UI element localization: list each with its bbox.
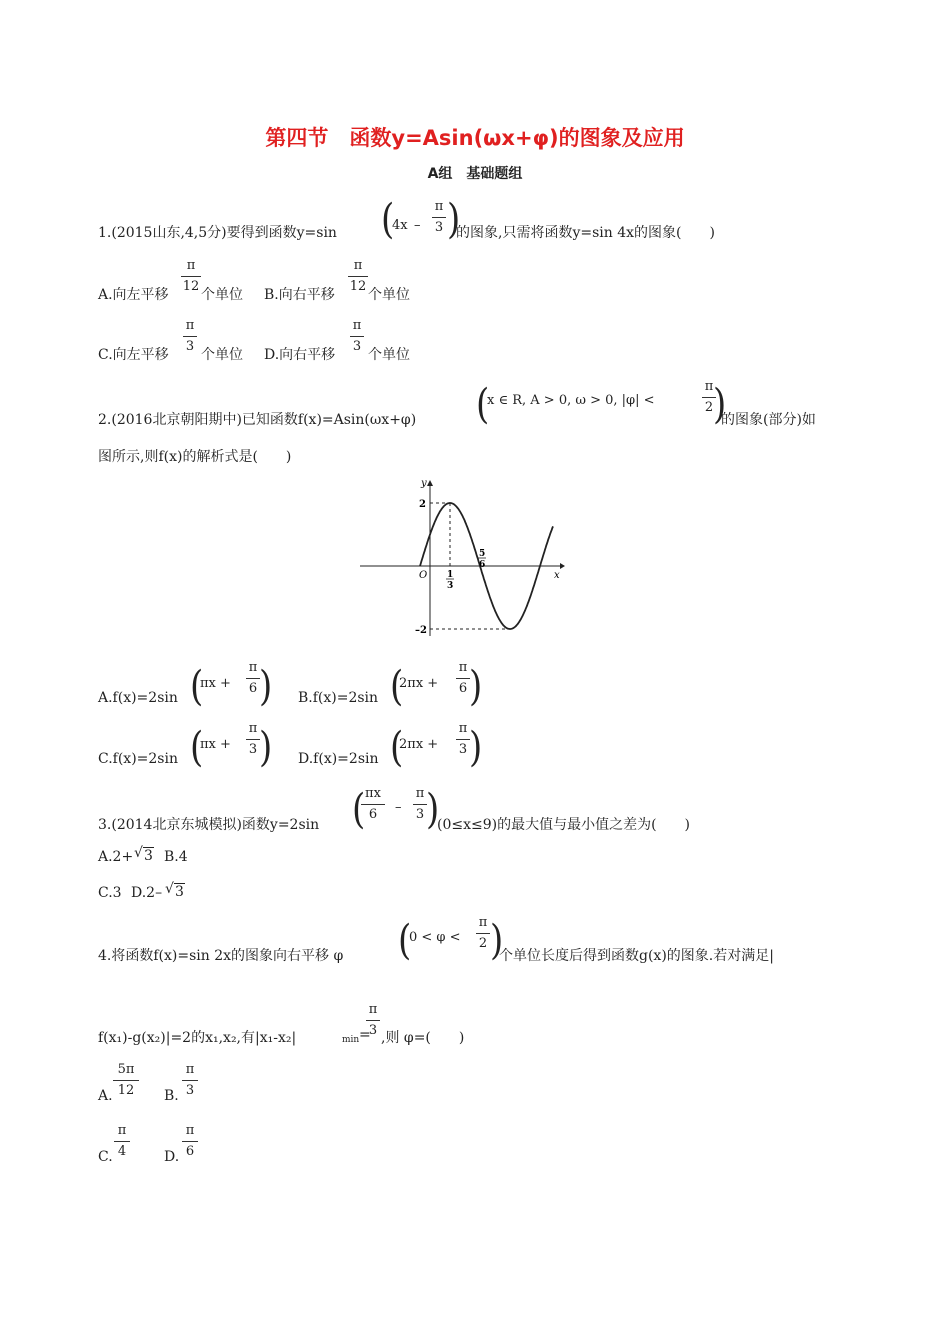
q1-option-d: D.向右平移 xyxy=(264,347,336,363)
q2-b-frac: π 6 xyxy=(456,660,470,697)
x-axis-arrow xyxy=(560,563,565,569)
q1-inner: 4x xyxy=(392,218,408,233)
q2-left-paren: ( xyxy=(476,381,490,429)
q1-option-a: A.向左平移 xyxy=(98,287,169,303)
tick-1-3-den: 3 xyxy=(447,581,454,591)
q2-d-lparen: ( xyxy=(390,724,404,772)
q1-left-paren: ( xyxy=(381,196,395,244)
q1-stem: 1.(2015山东,4,5分)要得到函数y=sin xyxy=(98,225,337,241)
q4-d-frac: π 6 xyxy=(182,1123,198,1160)
q4-pi-over-3: π 3 xyxy=(366,1002,380,1039)
q1-right-paren: ) xyxy=(447,196,461,244)
q2-c-rparen: ) xyxy=(259,724,273,772)
q2-right-paren: ) xyxy=(713,381,727,429)
q2-a-rparen: ) xyxy=(259,663,273,711)
q2-b-rparen: ) xyxy=(469,663,483,711)
q2-stem: 2.(2016北京朝阳期中)已知函数f(x)=Asin(ωx+φ) xyxy=(98,412,417,428)
q4-stem-end: 个单位长度后得到函数g(x)的图象.若对满足| xyxy=(499,948,774,964)
q3-option-d: D.2– xyxy=(131,885,163,901)
q4-cond-frac: π 2 xyxy=(476,915,490,952)
q1-option-d-frac: π 3 xyxy=(350,318,364,355)
q4-b-frac: π 3 xyxy=(182,1062,198,1099)
q2-stem-line2: 图所示,则f(x)的解析式是( ) xyxy=(98,449,292,465)
q3-frac-2: π 3 xyxy=(413,786,427,823)
q2-option-c: C.f(x)=2sin xyxy=(98,751,178,767)
q2-c-frac: π 3 xyxy=(246,721,260,758)
q1-option-c-frac: π 3 xyxy=(183,318,197,355)
q3-frac-1: πx 6 xyxy=(361,786,385,823)
q1-option-a-frac: π 12 xyxy=(182,258,200,294)
q2-a-inner: πx + xyxy=(200,676,231,691)
tick-1-3-num: 1 xyxy=(447,570,454,580)
q3-a-radicand: 3 xyxy=(144,848,153,864)
group-heading: A组 基础题组 xyxy=(427,166,523,182)
q3-stem-end: (0≤x≤9)的最大值与最小值之差为( ) xyxy=(437,817,691,833)
q4-line2-end: ,则 φ=( ) xyxy=(381,1030,465,1046)
q4-equals: = xyxy=(359,1027,371,1043)
tick-5-6-den: 6 xyxy=(479,560,486,570)
q3-option-b: B.4 xyxy=(164,849,188,865)
q2-option-b: B.f(x)=2sin xyxy=(298,690,379,706)
q3-stem: 3.(2014北京东城模拟)函数y=2sin xyxy=(98,817,320,833)
q2-d-rparen: ) xyxy=(469,724,483,772)
q3-minus: – xyxy=(395,800,402,815)
q2-d-frac: π 3 xyxy=(456,721,470,758)
q4-option-b: B. xyxy=(164,1088,179,1104)
q3-option-a: A.2+ xyxy=(98,849,134,865)
q2-a-frac: π 6 xyxy=(246,660,260,697)
q3-option-c: C.3 xyxy=(98,885,122,901)
q3-rparen: ) xyxy=(426,786,440,834)
q4-condition: 0 < φ < xyxy=(409,930,461,945)
q2-b-inner: 2πx + xyxy=(399,676,439,691)
sqrt-icon: √ xyxy=(134,845,143,861)
q4-stem: 4.将函数f(x)=sin 2x的图象向右平移 φ xyxy=(98,948,344,964)
q1-stem-end: 的图象,只需将函数y=sin 4x的图象( ) xyxy=(456,225,715,241)
y-max-label: 2 xyxy=(419,499,426,510)
q2-option-d: D.f(x)=2sin xyxy=(298,751,379,767)
y-axis-label: y xyxy=(421,478,427,489)
q1-option-b-unit: 个单位 xyxy=(368,287,410,303)
q4-option-d: D. xyxy=(164,1149,180,1165)
q1-frac: π 3 xyxy=(432,199,446,236)
q1-option-a-unit: 个单位 xyxy=(201,287,243,303)
q4-c-frac: π 4 xyxy=(114,1123,130,1160)
q4-lparen: ( xyxy=(398,917,412,965)
q2-option-a: A.f(x)=2sin xyxy=(98,690,178,706)
q2-condition: x ∈ R, A > 0, ω > 0, |φ| < xyxy=(487,393,655,408)
q3-lparen: ( xyxy=(352,786,366,834)
q2-c-inner: πx + xyxy=(200,737,231,752)
q2-cond-frac: π 2 xyxy=(702,379,716,416)
q4-min-subscript: min xyxy=(342,1035,360,1045)
q2-a-lparen: ( xyxy=(190,663,204,711)
q1-option-d-unit: 个单位 xyxy=(368,347,410,363)
q4-rparen: ) xyxy=(490,917,504,965)
q4-a-frac: 5π 12 xyxy=(113,1062,139,1099)
q2-c-lparen: ( xyxy=(190,724,204,772)
tick-5-6-num: 5 xyxy=(479,549,486,559)
page-title: 第四节 函数y=Asin(ωx+φ)的图象及应用 xyxy=(265,126,685,150)
q1-option-b-frac: π 12 xyxy=(349,258,367,294)
sine-graph xyxy=(355,474,570,644)
q1-option-c-unit: 个单位 xyxy=(201,347,243,363)
x-axis-label: x xyxy=(554,570,560,581)
q1-option-b: B.向右平移 xyxy=(264,287,335,303)
q2-d-inner: 2πx + xyxy=(399,737,439,752)
y-min-label: –2 xyxy=(415,625,427,636)
q1-option-c: C.向左平移 xyxy=(98,347,169,363)
sqrt-icon: √ xyxy=(165,881,174,897)
q2-stem-end: 的图象(部分)如 xyxy=(721,412,816,428)
y-axis-arrow xyxy=(427,480,433,486)
q3-d-radicand: 3 xyxy=(175,884,184,900)
origin-label: O xyxy=(419,570,428,581)
q1-minus: – xyxy=(414,218,421,233)
q4-option-c: C. xyxy=(98,1149,113,1165)
q2-b-lparen: ( xyxy=(390,663,404,711)
q4-line2: f(x₁)-g(x₂)|=2的x₁,x₂,有|x₁-x₂| xyxy=(98,1030,297,1046)
q4-option-a: A. xyxy=(98,1088,113,1104)
